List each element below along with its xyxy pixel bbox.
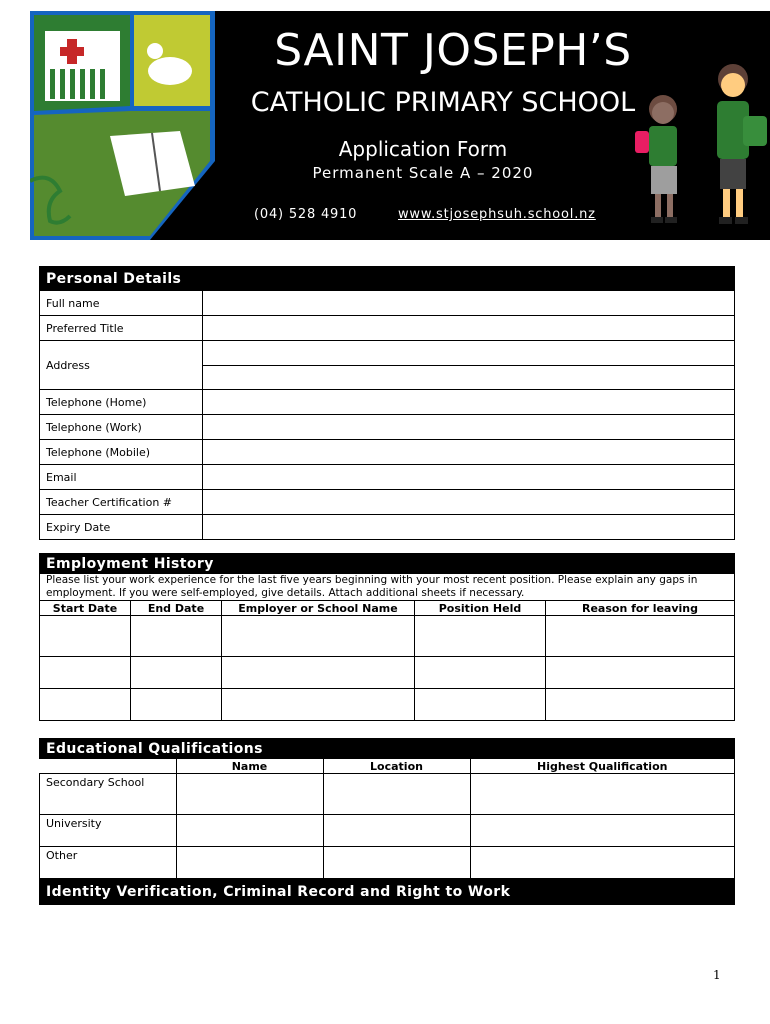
education-heading: Educational Qualifications xyxy=(40,739,735,759)
school-crest-logo xyxy=(30,11,240,240)
form-title: Application Form xyxy=(338,137,508,161)
email-input[interactable] xyxy=(203,465,735,490)
personal-details-heading: Personal Details xyxy=(40,267,735,291)
table-row xyxy=(40,616,735,657)
page-number: 1 xyxy=(713,968,721,982)
table-cell[interactable] xyxy=(546,689,735,721)
table-cell[interactable] xyxy=(222,689,415,721)
form-subtitle: Permanent Scale A – 2020 xyxy=(312,164,534,182)
table-cell[interactable] xyxy=(323,847,470,879)
column-employer: Employer or School Name xyxy=(222,601,415,616)
table-cell[interactable] xyxy=(470,815,735,847)
field-label-address: Address xyxy=(40,341,203,390)
header-banner xyxy=(30,11,770,240)
table-cell[interactable] xyxy=(131,616,222,657)
column-highest-qualification: Highest Qualification xyxy=(470,759,735,774)
field-label-preferred-title: Preferred Title xyxy=(40,316,203,341)
phone-number: (04) 528 4910 xyxy=(254,207,358,222)
table-cell[interactable] xyxy=(222,616,415,657)
employment-history-table xyxy=(39,553,735,721)
preferred-title-input[interactable] xyxy=(203,316,735,341)
column-position-held: Position Held xyxy=(415,601,546,616)
school-name-line1: SAINT JOSEPH’S xyxy=(274,25,632,76)
column-end-date: End Date xyxy=(131,601,222,616)
column-start-date: Start Date xyxy=(40,601,131,616)
row-label-university: University xyxy=(40,815,177,847)
telephone-home-input[interactable] xyxy=(203,390,735,415)
table-cell[interactable] xyxy=(176,847,323,879)
table-cell[interactable] xyxy=(415,616,546,657)
identity-verification-heading: Identity Verification, Criminal Record and Right to Work xyxy=(40,879,735,905)
table-cell[interactable] xyxy=(131,657,222,689)
field-label-full-name: Full name xyxy=(40,291,203,316)
table-cell[interactable] xyxy=(40,657,131,689)
full-name-input[interactable] xyxy=(203,291,735,316)
table-cell[interactable] xyxy=(40,616,131,657)
table-cell[interactable] xyxy=(176,774,323,815)
children-illustration xyxy=(625,61,770,240)
field-label-teacher-certification: Teacher Certification # xyxy=(40,490,203,515)
row-label-other: Other xyxy=(40,847,177,879)
column-location: Location xyxy=(323,759,470,774)
address-input-line1[interactable] xyxy=(203,341,735,366)
table-cell[interactable] xyxy=(222,657,415,689)
website-link[interactable]: www.stjosephsuh.school.nz xyxy=(398,207,596,222)
column-reason-for-leaving: Reason for leaving xyxy=(546,601,735,616)
field-label-telephone-mobile: Telephone (Mobile) xyxy=(40,440,203,465)
telephone-mobile-input[interactable] xyxy=(203,440,735,465)
expiry-date-input[interactable] xyxy=(203,515,735,540)
table-row xyxy=(40,689,735,721)
telephone-work-input[interactable] xyxy=(203,415,735,440)
field-label-email: Email xyxy=(40,465,203,490)
school-name-line2: CATHOLIC PRIMARY SCHOOL xyxy=(250,87,636,118)
employment-history-heading: Employment History xyxy=(40,554,735,574)
table-cell[interactable] xyxy=(546,657,735,689)
field-label-telephone-home: Telephone (Home) xyxy=(40,390,203,415)
table-cell[interactable] xyxy=(40,689,131,721)
column-name: Name xyxy=(176,759,323,774)
table-cell[interactable] xyxy=(131,689,222,721)
table-cell[interactable] xyxy=(470,774,735,815)
field-label-expiry-date: Expiry Date xyxy=(40,515,203,540)
column-blank xyxy=(40,759,177,774)
table-cell[interactable] xyxy=(415,689,546,721)
address-input-line2[interactable] xyxy=(203,366,735,390)
row-label-secondary-school: Secondary School xyxy=(40,774,177,815)
table-cell[interactable] xyxy=(470,847,735,879)
table-cell[interactable] xyxy=(323,774,470,815)
table-cell[interactable] xyxy=(415,657,546,689)
field-label-telephone-work: Telephone (Work) xyxy=(40,415,203,440)
employment-history-instructions: Please list your work experience for the last five years beginning with your most recent position. Please explain any gaps in employment. If you were self-employed, give details. Attach additional sheets if necessary. xyxy=(40,574,735,601)
education-table xyxy=(39,738,735,905)
table-cell[interactable] xyxy=(546,616,735,657)
table-cell[interactable] xyxy=(176,815,323,847)
personal-details-table xyxy=(39,266,735,540)
teacher-certification-input[interactable] xyxy=(203,490,735,515)
table-cell[interactable] xyxy=(323,815,470,847)
table-row xyxy=(40,657,735,689)
